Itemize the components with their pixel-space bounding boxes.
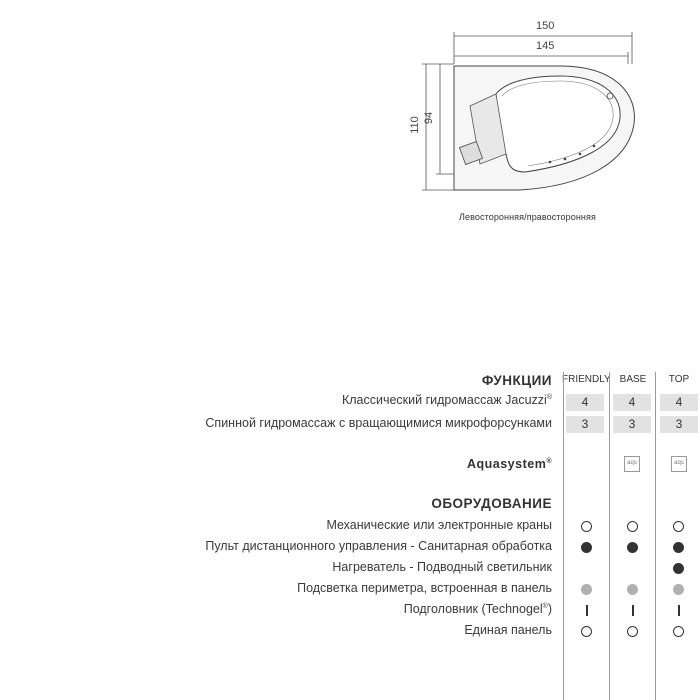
dim-overall-height: 110	[408, 116, 421, 134]
bar-icon	[632, 605, 634, 616]
open-circle-icon	[673, 626, 684, 637]
bathtub-drawing	[410, 14, 700, 194]
column-header-top: TOP	[668, 374, 690, 385]
column-divider	[609, 372, 610, 700]
function-value: 4	[660, 394, 698, 411]
aquasystem-label: Aquasystem®	[466, 457, 552, 471]
drawing-caption: Левосторонняя/правосторонняя	[459, 212, 596, 222]
function-label: Классический гидромассаж Jacuzzi®	[341, 393, 552, 407]
grey-circle-icon	[627, 584, 638, 595]
open-circle-icon	[627, 521, 638, 532]
bar-icon	[678, 605, 680, 616]
column-divider	[563, 372, 564, 700]
column-header-base: BASE	[619, 374, 647, 385]
functions-title: ФУНКЦИИ	[481, 373, 552, 388]
equipment-label: Нагреватель - Подводный светильник	[332, 560, 552, 574]
dim-inner-width: 145	[536, 40, 555, 52]
function-value: 3	[660, 416, 698, 433]
function-value: 4	[613, 394, 651, 411]
features-table	[0, 372, 700, 700]
equipment-label: Пульт дистанционного управления - Санитарная обработка	[205, 539, 552, 553]
equipment-label: Подголовник (Technogel®)	[403, 602, 552, 616]
filled-circle-icon	[627, 542, 638, 553]
dim-inner-height: 94	[423, 111, 436, 125]
dim-overall-width: 150	[536, 20, 555, 32]
equipment-label: Подсветка периметра, встроенная в панель	[297, 581, 552, 595]
open-circle-icon	[581, 626, 592, 637]
filled-circle-icon	[673, 563, 684, 574]
function-value: 3	[566, 416, 604, 433]
column-divider	[655, 372, 656, 700]
equipment-title: ОБОРУДОВАНИЕ	[431, 496, 552, 511]
filled-circle-icon	[673, 542, 684, 553]
open-circle-icon	[627, 626, 638, 637]
equipment-label: Единая панель	[464, 623, 552, 637]
open-circle-icon	[581, 521, 592, 532]
function-value: 3	[613, 416, 651, 433]
equipment-label: Механические или электронные краны	[326, 518, 552, 532]
function-value: 4	[566, 394, 604, 411]
bar-icon	[586, 605, 588, 616]
filled-circle-icon	[581, 542, 592, 553]
column-header-friendly: FRIENDLY	[562, 374, 611, 385]
aqs-icon: aqs	[671, 456, 687, 472]
open-circle-icon	[673, 521, 684, 532]
aqs-icon: aqs	[624, 456, 640, 472]
bathtub-plan-icon	[410, 14, 700, 194]
function-label: Спинной гидромассаж с вращающимися микрофорсунками	[205, 416, 552, 430]
grey-circle-icon	[581, 584, 592, 595]
grey-circle-icon	[673, 584, 684, 595]
